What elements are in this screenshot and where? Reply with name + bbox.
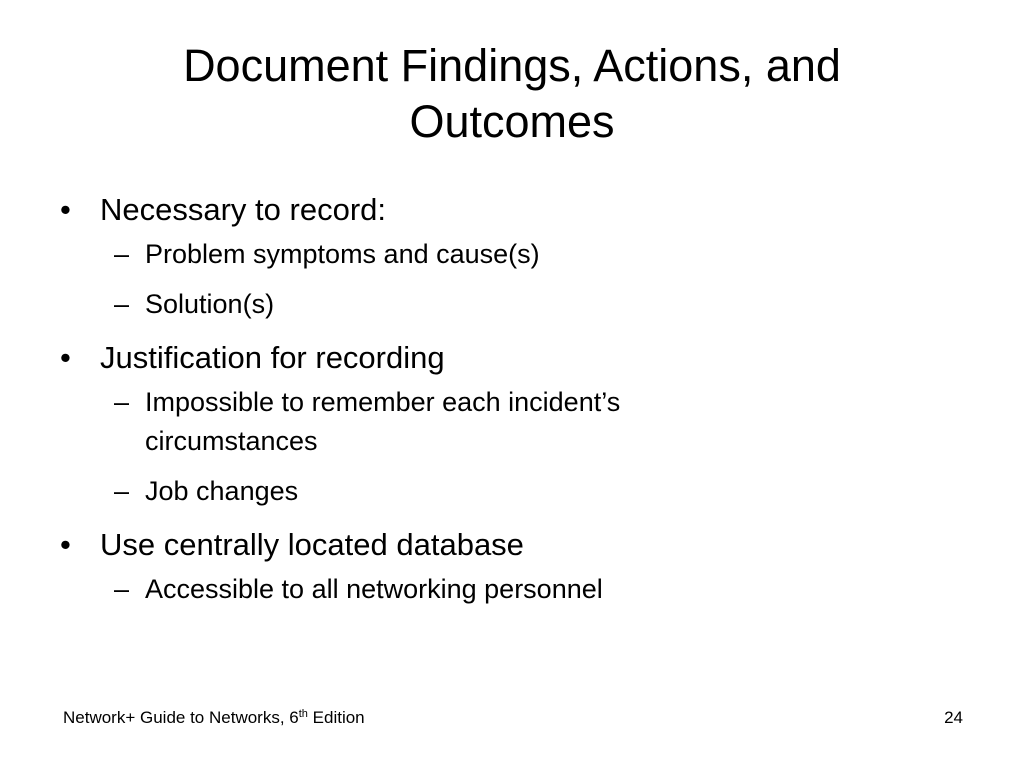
sub-bullet-text: Job changes — [145, 476, 299, 506]
footer-book-prefix: Network+ Guide to Networks, 6 — [63, 708, 299, 727]
footer-book-suffix: Edition — [307, 708, 365, 727]
sub-bullet-text: Accessible to all networking personnel — [145, 574, 603, 604]
bullet-text: Necessary to record: — [100, 192, 386, 227]
sub-bullet-text: Problem symptoms and cause(s) — [145, 239, 540, 269]
sub-bullet-item — [58, 472, 958, 511]
sub-bullet-item — [58, 235, 958, 274]
title-line-1: Document Findings, Actions, and — [183, 40, 841, 91]
sub-bullet-text: Impossible to remember each incident’s circumstances — [145, 387, 621, 456]
bullet-list — [58, 187, 958, 620]
sub-bullet-marker: – — [114, 574, 130, 604]
bullet-marker: • — [60, 527, 71, 562]
bullet-text: Use centrally located database — [100, 527, 524, 562]
sub-bullet-text: Solution(s) — [145, 289, 275, 319]
title-line-2: Outcomes — [409, 96, 615, 147]
bullet-text: Justification for recording — [100, 340, 445, 375]
sub-bullet-item — [58, 383, 785, 461]
sub-bullet-marker: – — [114, 476, 130, 506]
sub-bullet-marker: – — [114, 387, 130, 417]
bullet-item — [58, 522, 958, 568]
bullet-item — [58, 335, 958, 381]
sub-bullet-marker: – — [114, 239, 130, 269]
page-number: 24 — [944, 708, 963, 727]
slide-title — [70, 38, 954, 150]
sub-bullet-item — [58, 285, 958, 324]
bullet-marker: • — [60, 340, 71, 375]
bullet-marker: • — [60, 192, 71, 227]
footer-book-superscript: th — [298, 708, 308, 720]
footer-book-title — [63, 708, 365, 728]
sub-bullet-item — [58, 570, 958, 609]
sub-bullet-marker: – — [114, 289, 130, 319]
bullet-item — [58, 187, 958, 233]
